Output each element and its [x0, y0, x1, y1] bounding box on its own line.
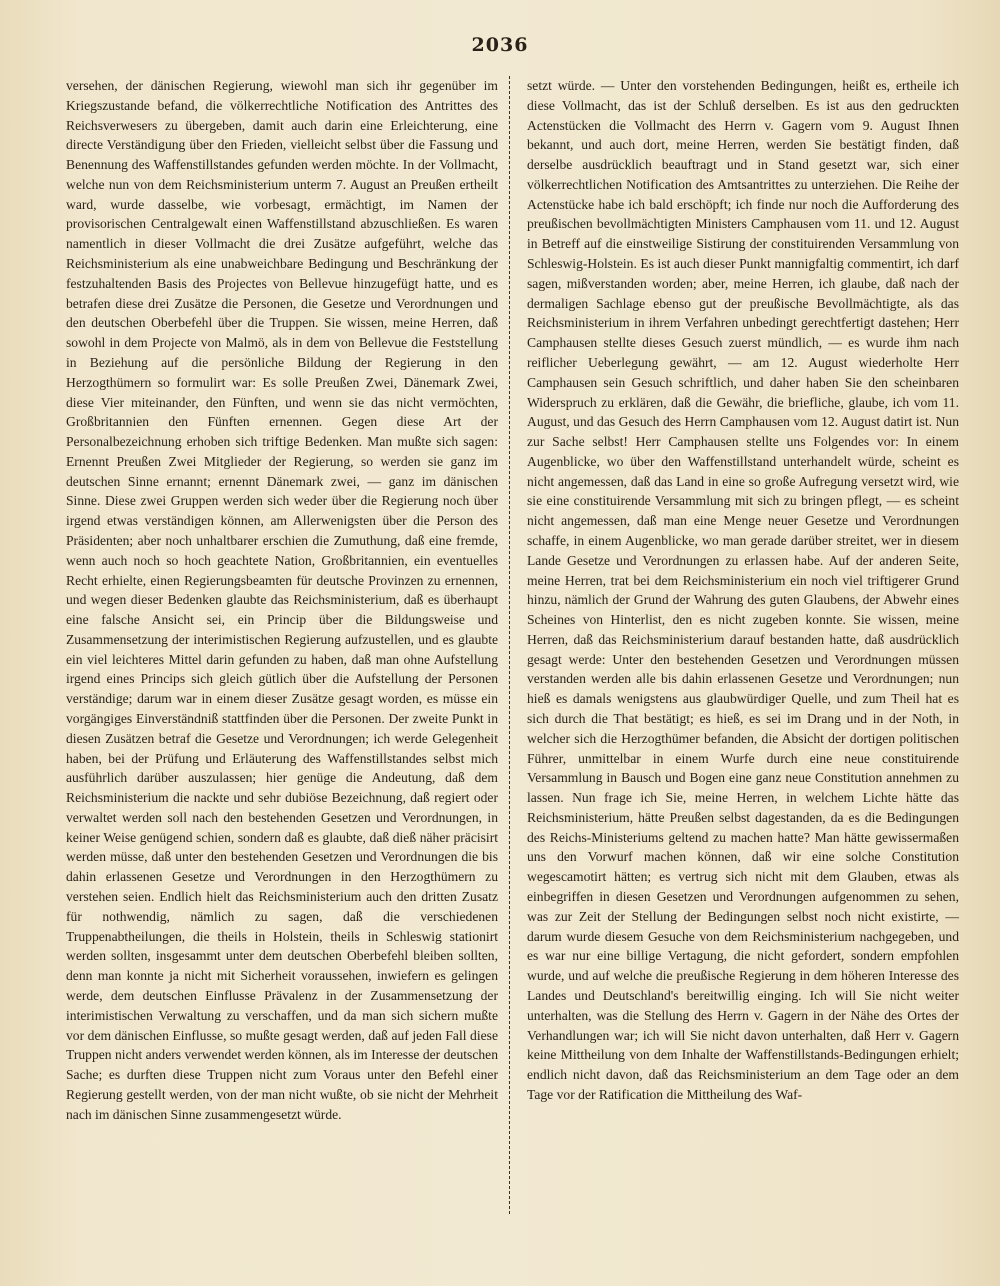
left-column — [66, 76, 498, 1124]
page-number: 2036 — [471, 34, 529, 56]
column-divider — [509, 76, 510, 1216]
right-column — [527, 76, 959, 1105]
right-column-text: setzt würde. — Unter den vorstehenden Bedingungen, heißt es, ertheile ich diese Vollmacht, das ist der Schluß derselben. Es ist aus den gedruckten Actenstücken die Vollmacht des Herrn v. Gagern vom 9. August Ihnen bekannt, und auch dort, meine Herren, werden Sie bestätigt finden, daß derselbe ausdrücklich beauftragt und in Stand gesetzt war, sich einer völkerrechtlichen Notification des Amtsantrittes zu unterziehen. Die Reihe der Actenstücke habe ich bald erschöpft; ich finde nur noch die Aufforderung des preußischen bevollmächtigten Ministers Camphausen vom 11. und 12. August in Betreff auf die einstweilige Sistirung der constituirenden Versammlung von Schleswig-Holstein. Es ist auch dieser Punkt mannigfaltig commentirt, ich darf sagen, mißverstanden worden; aber, meine Herren, ich glaube, daß nach der dermaligen Sachlage ebenso gut der preußische Bevollmächtigte, als das Reichsministerium in ihrem Verfahren unbedingt gerechtfertigt dastehen; Herr Camphausen stellte dieses Gesuch zuerst mündlich, — es wurde ihm nach reiflicher Ueberlegung gewährt, — am 12. August wiederholte Herr Camphausen sein Gesuch schriftlich, und daher haben Sie den scheinbaren Widerspruch zu erklären, daß die Gewähr, die briefliche, glaube, ich vom 11. August, und das Gesuch des Herrn Camphausen vom 12. August datirt ist. Nun zur Sache selbst! Herr Camphausen stellte uns Folgendes vor: In einem Augenblicke, wo über den Waffenstillstand unterhandelt würde, scheint es nicht angemessen, daß das Land in eine so große Aufregung versetzt wird, wie sie eine constituirende Versammlung mit sich zu bringen pflegt, — es scheint nicht angemessen, daß man eine Menge neuer Gesetze und Verordnungen schaffe, in einem Augenblicke, wo man gerade darüber streitet, wer in diesem Lande Gesetze und Verordnungen zu erlassen habe. Auf der anderen Seite, meine Herren, trat bei dem Reichsministerium ein noch viel triftigerer Grund hinzu, nämlich der Grund der Wahrung des guten Glaubens, der Abwehr eines Scheines von Hinterlist, den es nicht zugeben konnte. Sie wissen, meine Herren, daß das Reichsministerium darauf bestanden hatte, daß ausdrücklich gesagt werde: Unter den bestehenden Gesetzen und Verordnungen müssen verstanden werden alle bis dahin erlassenen Gesetze und Verordnungen; nun hieß es damals wenigstens aus glaubwürdiger Quelle, und zum Theil hat es sich durch die That bestätigt; es hieß, es sei im Drang und in der Noth, in welcher sich die Herzogthümer befanden, die Absicht der dortigen politischen Führer, unmittelbar in einem Wurfe durch eine neue constituirende Versammlung in Bausch und Bogen eine ganz neue Constitution annehmen zu lassen. Nun frage ich Sie, meine Herren, in welchem Lichte hätte das Reichsministerium, hätte Preußen selbst dagestanden, da es die Bedingungen des Reichs-Ministeriums geltend zu machen hatte? Man hätte gewissermaßen uns den Vorwurf machen können, daß wir eine solche Constitution wegescamotirt hätten; es vertrug sich nicht mit dem Glauben, etwas als einbegriffen in diesen Gesetzen und Verordnungen aufgenommen zu sehen, was zur Zeit der Stellung der Bedingungen selbst noch nicht existirte, — darum wurde diesem Gesuche von dem Reichsministerium nachgegeben, und es war nur eine billige Vertagung, die nicht gefordert, sondern empfohlen wurde, und auf welche die preußische Regierung in dem höheren Interesse des Landes und Deutschland's bereitwillig einging. Ich will Sie nicht weiter unterhalten, was die Stellung des Herrn v. Gagern in der Nähe des Ortes der Verhandlungen war; ich will Sie nicht davon unterhalten, daß Herr v. Gagern keine Mittheilung von dem Inhalte der Waffenstillstands-Bedingungen erhielt; endlich nicht davon, daß das Reichsministerium an dem Tage oder an dem Tage vor der Ratification die Mittheilung des Waf- — [527, 78, 959, 1102]
left-column-text: versehen, der dänischen Regierung, wiewohl man sich ihr gegenüber im Kriegszustande befand, die völkerrechtliche Notification des Antrittes des Reichsverwesers zu übergeben, damit auch darin eine Erleichterung, eine directe Verständigung über den Frieden, vielleicht selbst über die Fassung und Benennung des Waffenstillstandes gefunden werden möchte. In der Vollmacht, welche nun von dem Reichsministerium unterm 7. August an Preußen ertheilt ward, wurde dasselbe, wie vorbesagt, ermächtigt, im Namen der provisorischen Centralgewalt einen Waffenstillstand abzuschließen. Es waren namentlich in dieser Vollmacht die drei Zusätze aufgeführt, welche das Reichsministerium als eine unabweichbare Bedingung und Beschränkung der festzuhaltenden Basis des Projectes von Bellevue hinzugefügt hatte, und es betrafen diese drei Zusätze die Personen, die Gesetze und Verordnungen und den deutschen Oberbefehl über die Truppen. Sie wissen, meine Herren, daß sowohl in dem Projecte von Malmö, als in dem von Bellevue die Feststellung in Beziehung auf die persönliche Bildung der Regierung in den Herzogthümern so formulirt war: Es solle Preußen Zwei, Dänemark Zwei, diese Vier miteinander, den Fünften, und wenn sie das nicht vermöchten, Großbritannien den Fünften ernennen. Gegen diese Art der Personalbezeichnung erhoben sich triftige Bedenken. Man mußte sich sagen: Ernennt Preußen Zwei Mitglieder der Regierung, so werden sie ganz im deutschen Sinne ernannt; ernennt Dänemark zwei, — ganz im dänischen Sinne. Diese zwei Gruppen werden sich weder über die Regierung noch über irgend etwas verständigen können, am Allerwenigsten über die Person des Präsidenten; aber noch unhaltbarer erschien die Zumuthung, daß eine fremde, wenn auch noch so hoch geachtete Nation, Großbritannien, ein eventuelles Recht erhielte, einen Regierungsbeamten für deutsche Provinzen zu ernennen, und wegen dieser Bedenken glaubte das Reichsministerium, daß es überhaupt eine falsche Ansicht sei, ein Princip über die Bildungsweise und Zusammensetzung der interimistischen Regierung aufzustellen, und es glaubte ein viel leichteres Mittel darin gefunden zu haben, daß man ohne Aufstellung irgend eines Princips sich gleich gütlich über die Aufstellung der Personen verständige; darum war in einem dieser Zusätze gesagt worden, es müsse ein vorgängiges Einverständniß stattfinden über die Personen. Der zweite Punkt in diesen Zusätzen betraf die Gesetze und Verordnungen; ich werde Gelegenheit haben, bei der Prüfung und Erläuterung des Waffenstillstandes selbst mich ausführlich darüber auszulassen; hier genüge die Andeutung, daß dem Reichsministerium die nackte und sehr dubiöse Bezeichnung, daß regiert oder verwaltet werden soll nach den bestehenden Gesetzen und Verordnungen, in keiner Weise genügend schien, sondern daß es glaubte, daß dieß näher präcisirt werden müsse, daß unter den bestehenden Gesetzen und Verordnungen die bis dahin erlassenen Gesetze und Verordnungen in den Herzogthümern zu verstehen seien. Endlich hielt das Reichsministerium auch den dritten Zusatz für nothwendig, nämlich zu sagen, daß die verschiedenen Truppenabtheilungen, die theils in Holstein, theils in Schleswig stationirt werden sollten, insgesammt unter dem deutschen Oberbefehl bleiben sollten, denn man konnte ja nicht mit Sicherheit voraussehen, inwiefern es gelingen werde, dem deutschen Einflusse Prävalenz in der Zusammensetzung der interimistischen Verwaltung zu verschaffen, und da man sich sichern mußte vor dem dänischen Einflusse, so mußte gesagt werden, daß auf jeden Fall diese Truppen nicht anders verwendet werden können, als im Interesse der deutschen Sache; es durften diese Truppen nicht zum Voraus unter den Befehl einer Regierung gestellt werden, von der man nicht wußte, ob sie nicht der Mehrheit nach im dänischen Sinne zusammengesetzt würde. — [66, 78, 498, 1122]
